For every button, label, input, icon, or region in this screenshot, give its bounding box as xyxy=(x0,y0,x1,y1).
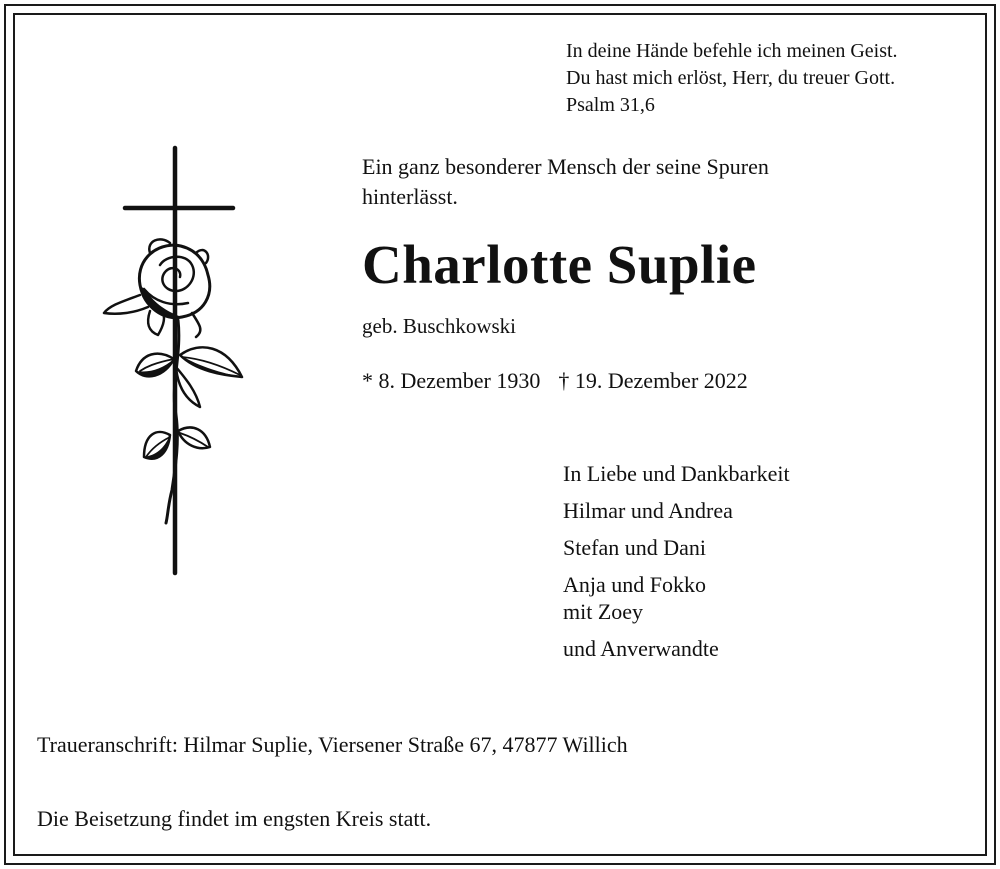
mourners-intro: In Liebe und Dankbarkeit xyxy=(563,461,790,486)
burial-notice: Die Beisetzung findet im engsten Kreis statt. xyxy=(37,806,432,831)
mourner-name: Hilmar und Andrea xyxy=(563,498,733,523)
death-date: † 19. Dezember 2022 xyxy=(558,368,748,393)
birth-name: geb. Buschkowski xyxy=(362,314,516,338)
mourner-name: Anja und Fokko xyxy=(563,572,706,597)
mourners-list xyxy=(563,460,790,662)
psalm-line-1: In deine Hände befehle ich meinen Geist. xyxy=(566,40,898,62)
cross-with-rose-icon xyxy=(100,145,250,580)
mourner-name: und Anverwandte xyxy=(563,636,719,661)
intro-text xyxy=(362,152,769,212)
intro-line-2: hinterlässt. xyxy=(362,184,458,209)
life-dates xyxy=(362,366,748,396)
psalm-reference: Psalm 31,6 xyxy=(566,94,655,116)
psalm-line-2: Du hast mich erlöst, Herr, du treuer Gott. xyxy=(566,67,896,89)
psalm-quote xyxy=(566,38,898,119)
deceased-name: Charlotte Suplie xyxy=(362,234,757,295)
mourner-name: Stefan und Dani xyxy=(563,535,706,560)
mourner-name: mit Zoey xyxy=(563,599,644,624)
birth-date: * 8. Dezember 1930 xyxy=(362,368,541,393)
intro-line-1: Ein ganz besonderer Mensch der seine Spuren xyxy=(362,154,769,179)
mourning-address: Traueranschrift: Hilmar Suplie, Viersener Straße 67, 47877 Willich xyxy=(37,732,628,757)
